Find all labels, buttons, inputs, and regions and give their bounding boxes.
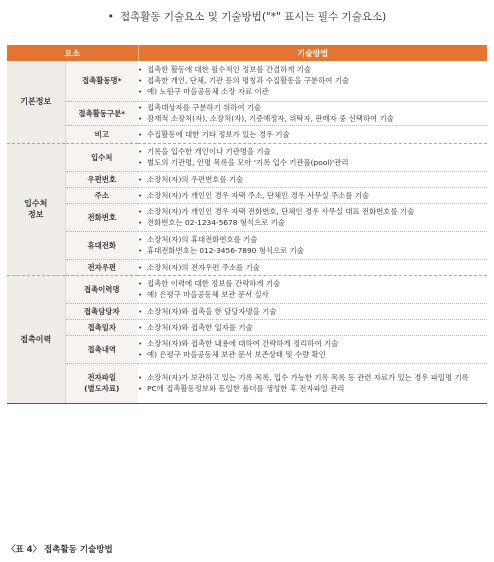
description-item: • 소장처(자)의 우편번호를 기술 (138, 174, 487, 185)
description-list (138, 262, 487, 273)
description-item: • 전화번호는 02-1234-5678 형식으로 기술 (138, 217, 487, 228)
header-method: 기술방법 (138, 45, 487, 61)
table-row (7, 101, 487, 125)
table-row (7, 143, 487, 171)
description-cell (138, 259, 487, 275)
category-cell: 입수처 정보 (7, 143, 65, 275)
description-item: • 접촉대상자를 구분하기 위하여 기술 (138, 102, 487, 113)
category-cell: 접촉이력 (7, 275, 65, 403)
description-list (138, 190, 487, 201)
table-row (7, 275, 487, 303)
description-list (138, 306, 487, 317)
heading-text: 접촉활동 기술요소 및 기술방법("*" 표시는 필수 기술요소) (119, 11, 387, 23)
table-row (7, 171, 487, 187)
field-name-cell: 비고 (65, 125, 138, 143)
description-cell (138, 143, 487, 171)
field-name-cell: 접촉담당자 (65, 303, 138, 319)
field-name-cell: 전자우편 (65, 259, 138, 275)
description-cell (138, 231, 487, 259)
description-item: • 별도의 기관명, 인명 목록을 모아 '기록 입수 기관풀(pool)'관리 (138, 157, 487, 168)
description-item: • 소장처(자)의 휴대전화번호를 기술 (138, 234, 487, 245)
field-name-cell: 접촉일자 (65, 319, 138, 335)
description-cell (138, 187, 487, 203)
table-row (7, 61, 487, 101)
description-list (138, 338, 487, 360)
description-list (138, 206, 487, 228)
description-item: • 소장처(자)와 접촉한 일자를 기술 (138, 322, 487, 333)
field-name-cell: 접촉이력명 (65, 275, 138, 303)
field-name-cell: 우편번호 (65, 171, 138, 187)
table-row (7, 203, 487, 231)
description-list (138, 278, 487, 300)
field-name-cell: 주소 (65, 187, 138, 203)
description-item: • 소장처(자)와 접촉을 한 담당자명을 기술 (138, 306, 487, 317)
description-list (138, 146, 487, 168)
description-cell (138, 171, 487, 187)
category-cell: 기본정보 (7, 61, 65, 143)
description-item: • 접촉한 개인, 단체, 기관 등의 명칭과 수집활동을 구분하여 기술 (138, 75, 487, 86)
table-caption: 〈표 4〉 접촉활동 기술방법 (7, 545, 113, 555)
description-item: • 예) 노원구 마을공동체 소장 자료 이관 (138, 86, 487, 97)
field-name-cell: 접촉내역 (65, 335, 138, 363)
description-item: • 접촉한 이력에 대한 정보를 간략하게 기술 (138, 278, 487, 289)
table-header-row (7, 45, 487, 61)
description-cell (138, 125, 487, 143)
description-cell (138, 101, 487, 125)
field-name-cell: 접촉활동구분* (65, 101, 138, 125)
description-item: • PC에 접촉활동정보와 동일한 폴더를 생성한 후 전자파일 관리 (138, 383, 487, 394)
description-item: • 소장처(자)가 보관하고 있는 기록 목록, 입수 가능한 기록 목록 등 관련 자료가 있는 경우 파일명 기록 (138, 372, 487, 383)
description-list (138, 372, 487, 394)
description-cell (138, 335, 487, 363)
description-cell (138, 363, 487, 403)
description-list (138, 102, 487, 124)
description-list (138, 234, 487, 256)
header-element: 요소 (7, 45, 138, 61)
description-list (138, 322, 487, 333)
field-name-cell: 휴대전화 (65, 231, 138, 259)
field-name-cell: 입수처 (65, 143, 138, 171)
description-item: • 잠재적 소장처(자), 소장처(자), 기증예정자, 위탁자, 판매자 중 선택하여 기술 (138, 113, 487, 124)
description-list (138, 64, 487, 97)
description-list (138, 129, 487, 140)
description-item: • 예) 은평구 마을공동체 보관 문서 실사 (138, 289, 487, 300)
table-row (7, 231, 487, 259)
description-item: • 소장처(자)가 개인인 경우 자택 주소, 단체인 경우 사무실 주소를 기술 (138, 190, 487, 201)
description-item: • 휴대전화번호는 012-3456-7890 형식으로 기술 (138, 245, 487, 256)
description-item: • 기록을 입수한 개인이나 기관명을 기술 (138, 146, 487, 157)
description-cell (138, 275, 487, 303)
description-item: • 수집활동에 대한 기타 정보가 있는 경우 기술 (138, 129, 487, 140)
table-row (7, 363, 487, 403)
description-cell (138, 61, 487, 101)
description-item: • 소장처(자)와 접촉한 내용에 대하여 간략하게 정리하여 기술 (138, 338, 487, 349)
page-heading (0, 10, 494, 24)
description-item: • 소장처(자)가 개인인 경우 자택 전화번호, 단체인 경우 사무실 대표 전화번호를 기술 (138, 206, 487, 217)
heading-bullet: • (107, 11, 114, 23)
table-row (7, 125, 487, 143)
description-item: • 소장처(자)의 전자우편 주소를 기술 (138, 262, 487, 273)
description-list (138, 174, 487, 185)
table-row (7, 335, 487, 363)
field-name-cell: 전화번호 (65, 203, 138, 231)
field-name-cell: 전자파일 (별도자료) (65, 363, 138, 403)
table-row (7, 187, 487, 203)
table-row (7, 319, 487, 335)
field-name-cell: 접촉활동명* (65, 61, 138, 101)
description-cell (138, 319, 487, 335)
description-cell (138, 203, 487, 231)
table-row (7, 259, 487, 275)
description-method-table (7, 45, 487, 404)
table-body (7, 61, 487, 403)
description-item: • 접촉한 활동에 대한 필수적인 정보를 간결하게 기술 (138, 64, 487, 75)
table-row (7, 303, 487, 319)
description-cell (138, 303, 487, 319)
description-item: • 예) 은평구 마을공동체 보관 문서 보존상태 및 수량 확인 (138, 349, 487, 360)
